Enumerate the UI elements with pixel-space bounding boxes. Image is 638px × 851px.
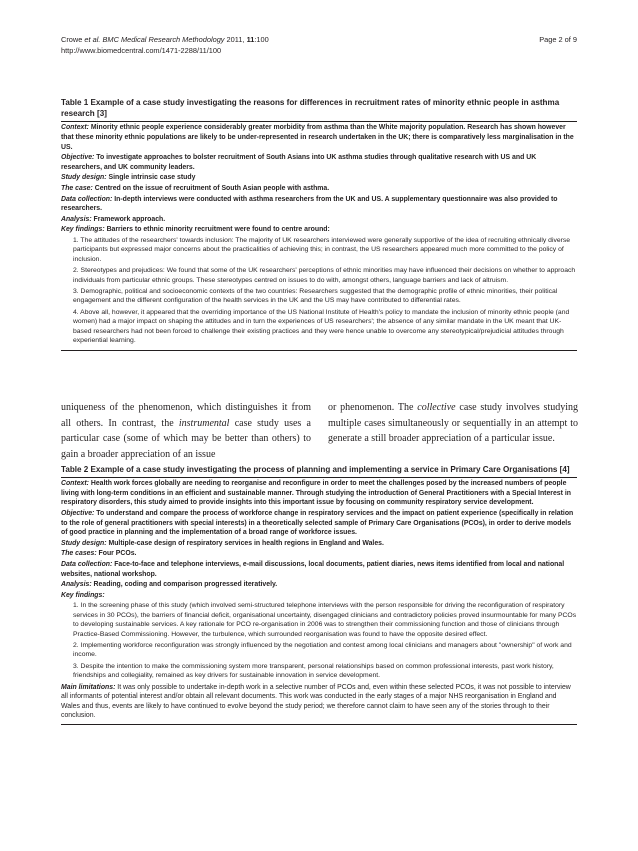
row-label: Context:	[61, 124, 89, 132]
table-2-context	[61, 479, 577, 508]
row-label: Study design:	[61, 174, 107, 182]
table-1-case	[61, 184, 577, 194]
table-1-body	[61, 123, 577, 351]
running-header	[61, 34, 269, 56]
citation-volume: 11	[246, 35, 255, 44]
citation-article: :100	[254, 35, 269, 44]
row-text: Face-to-face and telephone interviews, e-mail discussions, local documents, patient diaries, news items identified from local and national websites, national workshop.	[61, 560, 565, 578]
table-2-objective	[61, 509, 577, 538]
table-1-design	[61, 173, 577, 183]
citation-journal: et al. BMC Medical Research Methodology	[84, 35, 225, 44]
row-text: Centred on the issue of recruitment of South Asian people with asthma.	[92, 184, 330, 192]
body-emphasis: instrumental	[178, 417, 230, 429]
table-2-cases	[61, 549, 577, 559]
finding-item: 1. The attitudes of the researchers' towards inclusion: The majority of UK researchers interviewed were generally supportive of the idea of recruiting ethnically diverse participants but expressed major concerns about the practicalities of achieving this; in contrast, the US researchers appeared much more committed to the policy of inclusion.	[73, 236, 571, 263]
row-text: It was only possible to undertake in-depth work in a selective number of PCOs and, even within these selected PCOs, it was not possible to interview all informants of potential interest and/or obtain all relevant documents. This work was conducted in the early stages of a major NHS reorganisation in England and Wales and thus, events are likely to have continued to evolve beyond the study period; we therefore cannot claim to have seen any of the stories through to their conclusion.	[61, 683, 571, 720]
body-text: case study uses a particular case (some of which may be better than others) to gain a broader appreciation of an issue	[61, 417, 311, 460]
row-text: To understand and compare the process of workforce change in respiratory services and the impact on patient experience (specifically in relation to the role of general practitioners with special interests) in a theoretically selected sample of Primary Care Organisations (PCOs), in order to derive models of good practice in planning and the implementation of a broad range of workforce issues.	[61, 509, 574, 537]
row-text: In-depth interviews were conducted with asthma researchers from the UK and US. A supplementary questionnaire was also provided to researchers.	[61, 195, 558, 213]
row-label: Key findings:	[61, 591, 105, 599]
table-1-key-findings	[61, 225, 577, 235]
table-2-key-findings	[61, 591, 577, 601]
body-emphasis: collective	[417, 402, 456, 413]
table-2-data-collection	[61, 560, 577, 579]
table-1-data-collection	[61, 195, 577, 214]
article-url-link[interactable]: http://www.biomedcentral.com/1471-2288/11/100	[61, 46, 222, 55]
table-2-analysis	[61, 580, 577, 590]
page-number: Page 2 of 9	[539, 35, 577, 44]
finding-item: 3. Demographic, political and socioeconomic contexts of the two countries: Researchers suggested that the demographic profile of ethnic minorities, their political engagement and the different configuration of the health services in the UK and the US may have contributed to differential rates.	[73, 287, 558, 305]
row-text: Multiple-case design of respiratory services in health regions in England and Wales.	[106, 539, 384, 547]
body-text-right	[328, 400, 578, 447]
table-1-title: Table 1 Example of a case study investigating the reasons for differences in recruitment rates of minority ethnic people in asthma research [3]	[61, 97, 577, 122]
citation-line	[61, 34, 269, 45]
table-1-objective	[61, 153, 577, 172]
table-2-body	[61, 479, 577, 725]
table-1-context	[61, 123, 577, 152]
row-label: Data collection:	[61, 560, 113, 568]
row-label: Objective:	[61, 154, 95, 162]
table-1	[61, 97, 577, 351]
body-text: uniqueness of the phenomenon, which distinguishes it from all others. In contrast, the	[61, 402, 311, 429]
citation-authors: Crowe	[61, 35, 85, 44]
row-label: Objective:	[61, 509, 95, 517]
body-text: or phenomenon. The	[328, 402, 418, 413]
row-label: Context:	[61, 480, 89, 488]
row-label: Key findings:	[61, 226, 105, 234]
row-text: Four PCOs.	[96, 550, 137, 558]
table-2	[61, 464, 577, 725]
row-text: Reading, coding and comparison progressed iteratively.	[91, 581, 278, 589]
finding-item: 2. Implementing workforce reconfiguration was strongly influenced by the negotiation and contest among local clinicians and managers about "ownership" of work and income.	[73, 641, 572, 659]
row-text: Single intrinsic case study	[106, 174, 196, 182]
row-label: The cases:	[61, 550, 97, 558]
row-label: Main limitations:	[61, 683, 116, 691]
table-2-design	[61, 539, 577, 549]
row-text: Barriers to ethnic minority recruitment were found to centre around:	[104, 226, 330, 234]
row-label: Study design:	[61, 539, 107, 547]
row-label: Data collection:	[61, 195, 113, 203]
row-text: Health work forces globally are needing to reorganise and reconfigure in order to meet the challenges posed by the increased numbers of people living with long-term conditions in an efficient and sustainable manner. Through studying the introduction of General Practitioners with a Special Interest in respiratory disorders, this study aimed to provide insights into this important issue by focusing on community respiratory service development.	[61, 480, 571, 507]
citation-year: 2011,	[224, 35, 247, 44]
body-text: case study involves studying multiple cases simultaneously or sequentially in an attempt to generate a still broader appreciation of a particular issue.	[328, 402, 578, 444]
finding-item: 3. Despite the intention to make the commissioning system more transparent, personal relationships based on common professional interests, past work history, friendships and collegiality, remained as key drivers for sustainable innovation in service development.	[73, 662, 554, 680]
table-2-title: Table 2 Example of a case study investigating the process of planning and implementing a service in Primary Care Organisations [4]	[61, 464, 577, 478]
table-2-limitations	[61, 683, 577, 721]
finding-item: 1. In the screening phase of this study (which involved semi-structured telephone interviews with the person responsible for driving the reconfiguration of respiratory services in 30 PCOs), the barriers of financial deficit, organisational uncertainty, disengaged clinicians and contradictory policies proved insurmountable for many PCOs to developing sustainable services. A key rationale for PCO re-organisation in 2006 was to strengthen their commissioning function and those of clinicians through Practice-Based Commissioning. However, the turbulence, which surrounded reorganisation was found to have the opposite desired effect.	[73, 602, 577, 638]
row-text: Framework approach.	[91, 215, 166, 223]
row-label: Analysis:	[61, 581, 92, 589]
row-text: Minority ethnic people experience considerably greater morbidity from asthma than the White majority population. Research has shown however that these minority ethnic populations are likely to be under-represented in research undertaken in the UK; there is comparatively less marginalisation in the US.	[61, 124, 574, 151]
finding-item: 2. Stereotypes and prejudices: We found that some of the UK researchers' perceptions of ethnic minorities may have influenced their decisions on whether to approach individuals from particular ethnic groups. These stereotypes centred on issues to do with, amongst others, language barriers and lack of altruism.	[73, 267, 576, 284]
body-text-left	[61, 400, 311, 462]
row-label: Analysis:	[61, 215, 92, 223]
table-1-analysis	[61, 215, 577, 225]
finding-item: 4. Above all, however, it appeared that the overriding importance of the US National Institute of Health's policy to mandate the inclusion of minority ethnic people (and women) had a major impact on shaping the attitudes and in turn the experiences of US researchers'; the absence of any similar mandate in the UK meant that UK-based researchers had not been forced to challenge their existing practices and they were hence unable to overcome any stereotypical/prejudicial attitudes through experiential learning.	[73, 308, 570, 344]
row-label: The case:	[61, 184, 93, 192]
row-text: To investigate approaches to bolster recruitment of South Asians into UK asthma studies through qualitative research with US and UK researchers, and UK community leaders.	[61, 154, 537, 171]
